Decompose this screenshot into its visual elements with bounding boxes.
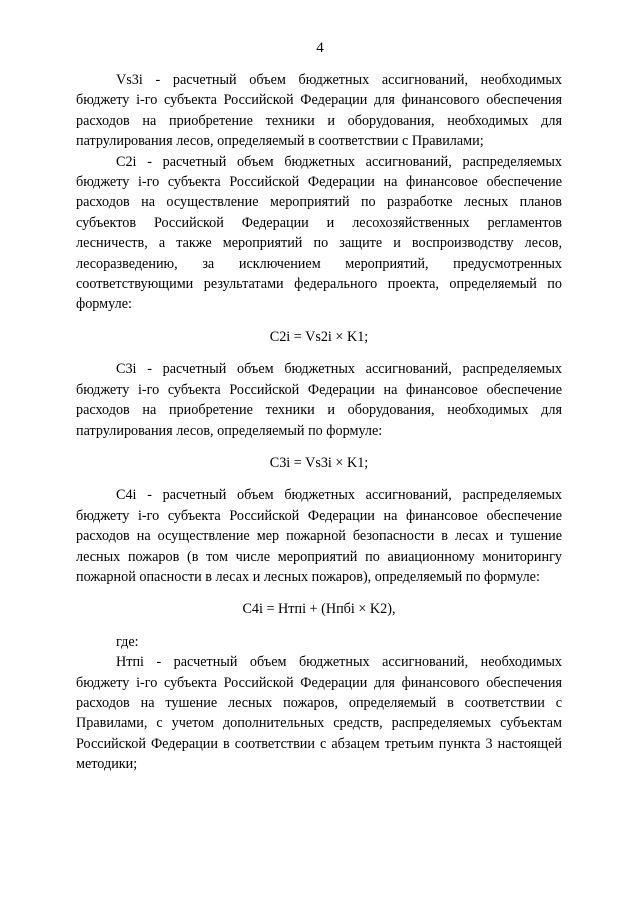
formula-c3: C3i = Vs3i × K1; (269, 454, 369, 471)
paragraph-ntp: Нтпi - расчетный объем бюджетных ассигнований, необходимых бюджету i-го субъекта Российской Федерации для финансового обеспечения расходов на тушение лесных пожаров, определяемый в соответствии с Правилами, с учетом дополнительных средств, распределяемых субъектам Российской Федерации в соответствии с абзацем третьим пункта 3 настоящей методики; (76, 654, 562, 773)
document-body (76, 70, 562, 775)
paragraph-c2: C2i - расчетный объем бюджетных ассигнований, распределяемых бюджету i-го субъекта Российской Федерации на финансовое обеспечение расходов на осуществление мероприятий по разработке лесных планов субъектов Российской Федерации и лесохозяйственных регламентов лесничеств, а также мероприятий по защите и воспроизводству лесов, лесоразведению, за исключением мероприятий, предусмотренных соответствующими результатами федерального проекта, определяемый по формуле: (76, 153, 562, 313)
where-label: где: (116, 633, 139, 650)
paragraph-c4: C4i - расчетный объем бюджетных ассигнований, распределяемых бюджету i-го субъекта Российской Федерации на финансовое обеспечение расходов на осуществление мер пожарной безопасности в лесах и тушение лесных пожаров (в том числе мероприятий по авиационному мониторингу пожарной опасности в лесах и лесных пожаров), определяемый по формуле: (76, 487, 562, 585)
formula-c4: C4i = Нтпi + (Нпбi × K2), (242, 601, 396, 618)
paragraph-c3: C3i - расчетный объем бюджетных ассигнований, распределяемых бюджету i-го субъекта Российской Федерации на финансовое обеспечение расходов на приобретение техники и оборудования, необходимых для патрулирования лесов, определяемый по формуле: (76, 361, 562, 439)
page-number: 4 (316, 40, 324, 56)
paragraph-vs3: Vs3i - расчетный объем бюджетных ассигнований, необходимых бюджету i-го субъекта Российской Федерации для финансового обеспечения расходов на приобретение техники и оборудования, необходимых для патрулирования лесов, определяемый в соответствии с Правилами; (76, 72, 562, 150)
formula-c2: C2i = Vs2i × K1; (269, 328, 369, 345)
